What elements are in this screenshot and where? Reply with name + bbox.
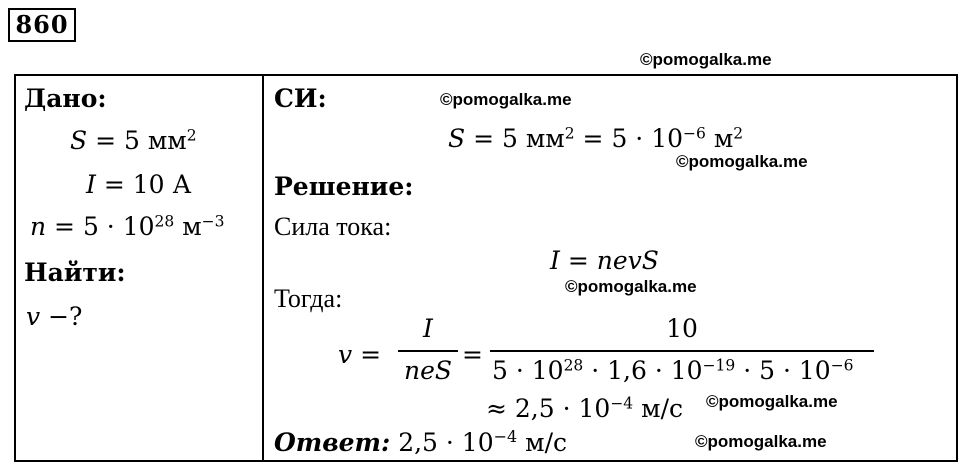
find-suffix: −? [40,302,83,331]
given-concentration-value: = 5 · 10 [46,212,155,241]
fraction-2-numerator: 10 [666,314,698,343]
answer-line [274,428,567,457]
fraction-1-bar [398,350,458,352]
approx-exp: −4 [610,394,634,413]
watermark-5: ©pomogalka.me [706,392,838,411]
given-area [70,126,197,155]
solution-header: Решение: [274,172,414,201]
given-concentration-unit-exp: −3 [201,212,225,231]
watermark-6: ©pomogalka.me [695,432,827,451]
fraction-2-denominator [492,356,854,385]
given-header: Дано: [24,84,107,113]
fraction-1-numerator: I [423,314,433,343]
find-header: Найти: [24,258,126,287]
given-concentration [30,212,225,241]
fraction-2-bar [490,350,874,352]
si-part-1: = 5 мм [465,124,565,153]
given-area-symbol: S [70,126,88,155]
denominator-part-b: · 1,6 · 10 [583,356,703,385]
si-exp-1: 2 [564,124,575,143]
denominator-exp-c: −6 [830,356,854,375]
answer-value: 2,5 · 10 [390,428,494,457]
si-part-2: = 5 · 10 [574,124,684,153]
si-part-3: м [705,124,734,153]
watermark-1: ©pomogalka.me [640,50,772,69]
given-concentration-unit: м [174,212,202,241]
velocity-lhs [338,340,381,369]
answer-label: Ответ: [274,428,391,457]
watermark-3: ©pomogalka.me [676,152,808,171]
si-exp-3: 2 [733,124,744,143]
current-label: Сила тока: [274,212,392,241]
fraction-1-denominator: neS [403,356,453,385]
equals-sign: = [462,340,483,369]
approx-result [486,394,683,423]
velocity-symbol: v = [338,340,382,369]
denominator-part-a: 5 · 10 [492,356,564,385]
si-area-symbol: S [448,124,466,153]
answer-exp: −4 [493,427,518,447]
given-concentration-symbol: n [30,212,47,241]
denominator-exp-b: −19 [702,356,736,375]
given-concentration-exp: 28 [154,212,175,231]
problem-number: 860 [8,8,76,42]
answer-unit: м/с [517,428,568,457]
approx-unit: м/с [633,394,683,423]
given-current-value: = 10 А [95,170,192,199]
given-current-symbol: I [86,170,96,199]
given-area-exp: 2 [186,126,197,145]
si-header: СИ: [274,84,327,113]
column-divider [262,74,264,462]
approx-value: ≈ 2,5 · 10 [486,394,611,423]
si-exp-2: −6 [683,124,706,143]
denominator-exp-a: 28 [563,356,584,375]
given-current [86,170,191,199]
denominator-part-c: · 5 · 10 [735,356,831,385]
then-label: Тогда: [274,284,343,313]
given-area-value: = 5 мм [87,126,187,155]
watermark-4: ©pomogalka.me [565,277,697,296]
watermark-2: ©pomogalka.me [440,90,572,109]
find-variable: v [26,302,41,331]
current-formula: I = nevS [550,246,659,275]
find-expression [26,302,82,331]
si-conversion [448,124,743,153]
